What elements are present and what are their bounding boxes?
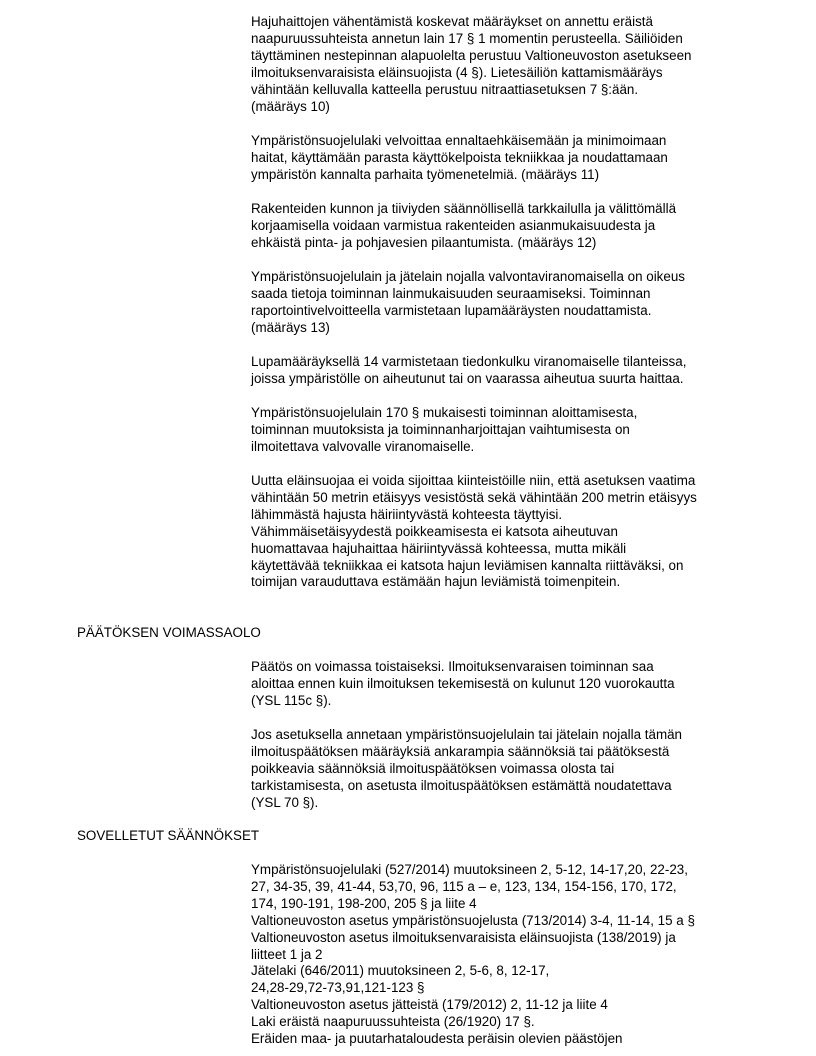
text-line: Ympäristönsuojelulain 170 § mukaisesti toiminnan aloittamisesta, xyxy=(251,405,638,420)
text-line: huomattavaa hajuhaittaa häiriintyvässä kohteessa, mutta mikäli xyxy=(251,540,627,556)
text-line: ympäristön kannalta parhaita työmenetelmiä. (määräys 11) xyxy=(251,166,600,182)
validity-paragraph-2 xyxy=(251,727,751,812)
paragraph-text xyxy=(251,354,751,388)
text-line: vähintään kelluvalla katteella perustuu nitraattiasetuksen 7 §:ään. xyxy=(251,81,639,97)
text-line: haitat, käyttämään parasta käyttökelpoista tekniikkaa ja noudattamaan xyxy=(251,149,668,165)
text-line: (määräys 13) xyxy=(251,319,330,335)
text-line: Rakenteiden kunnon ja tiiviyden säännöllisellä tarkkailulla ja välittömällä xyxy=(251,201,677,216)
text-line: Ympäristönsuojelulain ja jätelain nojalla valvontaviranomaisella on oikeus xyxy=(251,269,685,284)
regulation-line: liitteet 1 ja 2 xyxy=(251,946,323,962)
paragraph-text xyxy=(251,659,751,710)
text-line: (määräys 10) xyxy=(251,98,330,114)
text-line: korjaamisella voidaan varmistua rakenteiden asianmukaisuudesta ja xyxy=(251,217,656,233)
paragraph-text xyxy=(251,727,751,812)
text-line: Vähimmäisetäisyydestä poikkeamisesta ei katsota aiheutuvan xyxy=(251,523,618,539)
intro-paragraph-4 xyxy=(251,269,751,337)
regulation-line: Jätelaki (646/2011) muutoksineen 2, 5-6, 8, 12-17, xyxy=(251,963,550,979)
text-line: Uutta eläinsuojaa ei voida sijoittaa kiinteistöille niin, että asetuksen vaatima xyxy=(251,473,696,488)
text-line: joissa ympäristölle on aiheutunut tai on vaarassa aiheutua suurta haittaa. xyxy=(251,370,684,386)
text-line: toimijan varauduttava estämään hajun leviämistä toimenpitein. xyxy=(251,574,621,590)
text-line: naapuruussuhteista annetun lain 17 § 1 momentin perusteella. Säiliöiden xyxy=(251,30,683,46)
text-line: Ympäristönsuojelulaki velvoittaa ennaltaehkäisemään ja minimoimaan xyxy=(251,133,667,148)
intro-paragraph-3 xyxy=(251,201,751,252)
intro-paragraph-6 xyxy=(251,405,751,456)
regulation-line: Valtioneuvoston asetus jätteistä (179/2012) 2, 11-12 ja liite 4 xyxy=(251,997,608,1013)
text-line: ilmoitettava valvovalle viranomaiselle. xyxy=(251,438,475,454)
regulation-line: Valtioneuvoston asetus ympäristönsuojelusta (713/2014) 3-4, 11-14, 15 a § xyxy=(251,912,695,928)
text-line: aloittaa ennen kuin ilmoituksen tekemisestä on kulunut 120 vuorokautta xyxy=(251,675,675,691)
text-line: (YSL 115c §). xyxy=(251,692,332,708)
text-line: ilmoituspäätöksen määräyksiä ankarampia säännöksiä tai päätöksestä xyxy=(251,743,670,759)
regulations-list xyxy=(251,862,751,1048)
intro-paragraph-2 xyxy=(251,133,751,184)
regulation-line: Valtioneuvoston asetus ilmoituksenvaraisista eläinsuojista (138/2019) ja xyxy=(251,929,676,945)
regulation-line: 174, 190-191, 198-200, 205 § ja liite 4 xyxy=(251,895,477,911)
paragraph-text xyxy=(251,14,751,115)
text-line: Hajuhaittojen vähentämistä koskevat määräykset on annettu eräistä xyxy=(251,14,653,29)
text-line: (YSL 70 §). xyxy=(251,794,319,810)
text-line: vähintään 50 metrin etäisyys vesistöstä sekä vähintään 200 metrin etäisyys xyxy=(251,489,697,505)
section-heading-regulations: SOVELLETUT SÄÄNNÖKSET xyxy=(77,828,260,843)
intro-paragraph-7 xyxy=(251,473,751,591)
paragraph-text xyxy=(251,133,751,184)
text-line: täyttäminen nestepinnan alapuolelta perustuu Valtioneuvoston asetukseen xyxy=(251,47,692,63)
text-line: käytettävää tekniikkaa ei katsota hajun leviämisen kannalta riittäväksi, on xyxy=(251,557,684,573)
paragraph-text xyxy=(251,201,751,252)
regulation-line: 27, 34-35, 39, 41-44, 53,70, 96, 115 a – e, 123, 134, 154-156, 170, 172, xyxy=(251,878,677,894)
text-line: Lupamääräyksellä 14 varmistetaan tiedonkulku viranomaiselle tilanteissa, xyxy=(251,354,687,369)
text-line: lähimmästä hajusta häiriintyvästä kohteesta täyttyisi. xyxy=(251,506,563,522)
regulation-line: 24,28-29,72-73,91,121-123 § xyxy=(251,980,425,996)
regulation-line: Laki eräistä naapuruussuhteista (26/1920) 17 §. xyxy=(251,1014,535,1030)
text-line: poikkeavia säännöksiä ilmoituspäätöksen voimassa olosta tai xyxy=(251,760,615,776)
intro-paragraph-5 xyxy=(251,354,751,388)
text-line: raportointivelvoitteella varmistetaan lupamääräysten noudattamista. xyxy=(251,302,652,318)
section-heading-validity: PÄÄTÖKSEN VOIMASSAOLO xyxy=(77,625,261,640)
regulation-line: Eräiden maa- ja puutarhataloudesta peräisin olevien päästöjen xyxy=(251,1031,623,1047)
validity-paragraph-1 xyxy=(251,659,751,710)
text-line: tarkistamisesta, on asetusta ilmoituspäätöksen estämättä noudatettava xyxy=(251,777,672,793)
regulations-text xyxy=(251,862,751,1048)
text-line: ilmoituksenvaraisista eläinsuojista (4 §). Lietesäiliön kattamismääräys xyxy=(251,64,663,80)
text-line: toiminnan muutoksista ja toiminnanharjoittajan vaihtumisesta on xyxy=(251,421,630,437)
paragraph-text xyxy=(251,473,751,591)
text-line: Jos asetuksella annetaan ympäristönsuojelulain tai jätelain nojalla tämän xyxy=(251,727,682,742)
text-line: Päätös on voimassa toistaiseksi. Ilmoituksenvaraisen toiminnan saa xyxy=(251,659,654,674)
intro-paragraph-1 xyxy=(251,14,751,115)
text-line: saada tietoja toiminnan lainmukaisuuden seuraamiseksi. Toiminnan xyxy=(251,285,651,301)
paragraph-text xyxy=(251,405,751,456)
paragraph-text xyxy=(251,269,751,337)
text-line: ehkäistä pinta- ja pohjavesien pilaantumista. (määräys 12) xyxy=(251,234,597,250)
regulation-line: Ympäristönsuojelulaki (527/2014) muutoksineen 2, 5-12, 14-17,20, 22-23, xyxy=(251,862,688,877)
